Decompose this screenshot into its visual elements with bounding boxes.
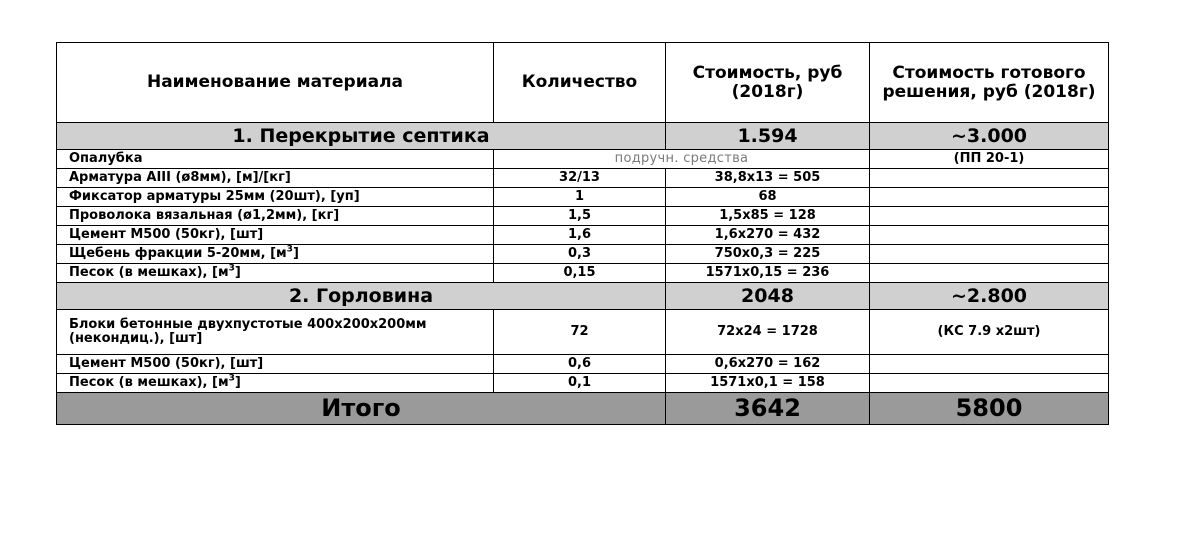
row-name: Фиксатор арматуры 25мм (20шт), [уп]: [57, 188, 494, 207]
row-name-end: ]: [234, 374, 241, 390]
row-ready: [870, 264, 1109, 283]
row-cost: 68: [666, 188, 870, 207]
table-row: [57, 264, 1109, 283]
section-ready-cost: ~3.000: [870, 123, 1109, 150]
table-row: [57, 226, 1109, 245]
table-row: [57, 169, 1109, 188]
row-qty: 1,6: [494, 226, 666, 245]
section-row: [57, 123, 1109, 150]
table-row: [57, 207, 1109, 226]
header-quantity: Количество: [494, 43, 666, 123]
row-qty: 32/13: [494, 169, 666, 188]
row-name: [57, 374, 494, 393]
row-cost: 38,8x13 = 505: [666, 169, 870, 188]
total-cost: 3642: [666, 393, 870, 425]
row-note: подручн. средства: [494, 150, 870, 169]
row-ready: [870, 188, 1109, 207]
row-cost: 0,6x270 = 162: [666, 355, 870, 374]
row-qty: 0,1: [494, 374, 666, 393]
row-name: Цемент М500 (50кг), [шт]: [57, 355, 494, 374]
row-cost: 1,5x85 = 128: [666, 207, 870, 226]
section-row: [57, 283, 1109, 310]
total-row: [57, 393, 1109, 425]
header-material-name: Наименование материала: [57, 43, 494, 123]
row-qty: 1,5: [494, 207, 666, 226]
row-name-text: Щебень фракции 5-20мм, [м: [69, 245, 287, 261]
row-ready: [870, 169, 1109, 188]
row-name-text: Песок (в мешках), [м: [69, 374, 229, 390]
header-ready-solution-cost: Стоимость готового решения, руб (2018г): [870, 43, 1109, 123]
row-name-superscript: 3: [228, 373, 235, 384]
row-ready: (ПП 20-1): [870, 150, 1109, 169]
row-ready: [870, 245, 1109, 264]
section-title: 2. Горловина: [57, 283, 666, 310]
row-name-text: Песок (в мешках), [м: [69, 264, 229, 280]
row-name-superscript: 3: [228, 263, 235, 274]
row-cost: 1571x0,1 = 158: [666, 374, 870, 393]
total-label: Итого: [57, 393, 666, 425]
row-cost: 750x0,3 = 225: [666, 245, 870, 264]
table-row: [57, 310, 1109, 355]
table-row: [57, 188, 1109, 207]
section-cost: 2048: [666, 283, 870, 310]
row-cost: 1571x0,15 = 236: [666, 264, 870, 283]
row-name-end: ]: [292, 245, 299, 261]
section-cost: 1.594: [666, 123, 870, 150]
row-qty: 0,3: [494, 245, 666, 264]
row-qty: 0,6: [494, 355, 666, 374]
total-ready-cost: 5800: [870, 393, 1109, 425]
row-name: [57, 245, 494, 264]
row-ready: [870, 226, 1109, 245]
materials-cost-table: [56, 42, 1109, 425]
row-name: Опалубка: [57, 150, 494, 169]
row-cost: 1,6x270 = 432: [666, 226, 870, 245]
row-name: Арматура АIII (ø8мм), [м]/[кг]: [57, 169, 494, 188]
row-name: Блоки бетонные двухпустотые 400x200x200мм (некондиц.), [шт]: [57, 310, 494, 355]
row-ready: [870, 207, 1109, 226]
table-row: [57, 150, 1109, 169]
row-qty: 1: [494, 188, 666, 207]
row-ready: (КС 7.9 х2шт): [870, 310, 1109, 355]
row-name: Проволока вязальная (ø1,2мм), [кг]: [57, 207, 494, 226]
row-name: [57, 264, 494, 283]
table-row: [57, 245, 1109, 264]
table-row: [57, 355, 1109, 374]
table-row: [57, 374, 1109, 393]
row-ready: [870, 355, 1109, 374]
header-cost: Стоимость, руб (2018г): [666, 43, 870, 123]
section-title: 1. Перекрытие септика: [57, 123, 666, 150]
row-name: Цемент М500 (50кг), [шт]: [57, 226, 494, 245]
row-qty: 0,15: [494, 264, 666, 283]
section-ready-cost: ~2.800: [870, 283, 1109, 310]
row-ready: [870, 374, 1109, 393]
row-name-superscript: 3: [286, 244, 293, 255]
row-qty: 72: [494, 310, 666, 355]
row-cost: 72x24 = 1728: [666, 310, 870, 355]
table-header-row: [57, 43, 1109, 123]
row-name-end: ]: [234, 264, 241, 280]
